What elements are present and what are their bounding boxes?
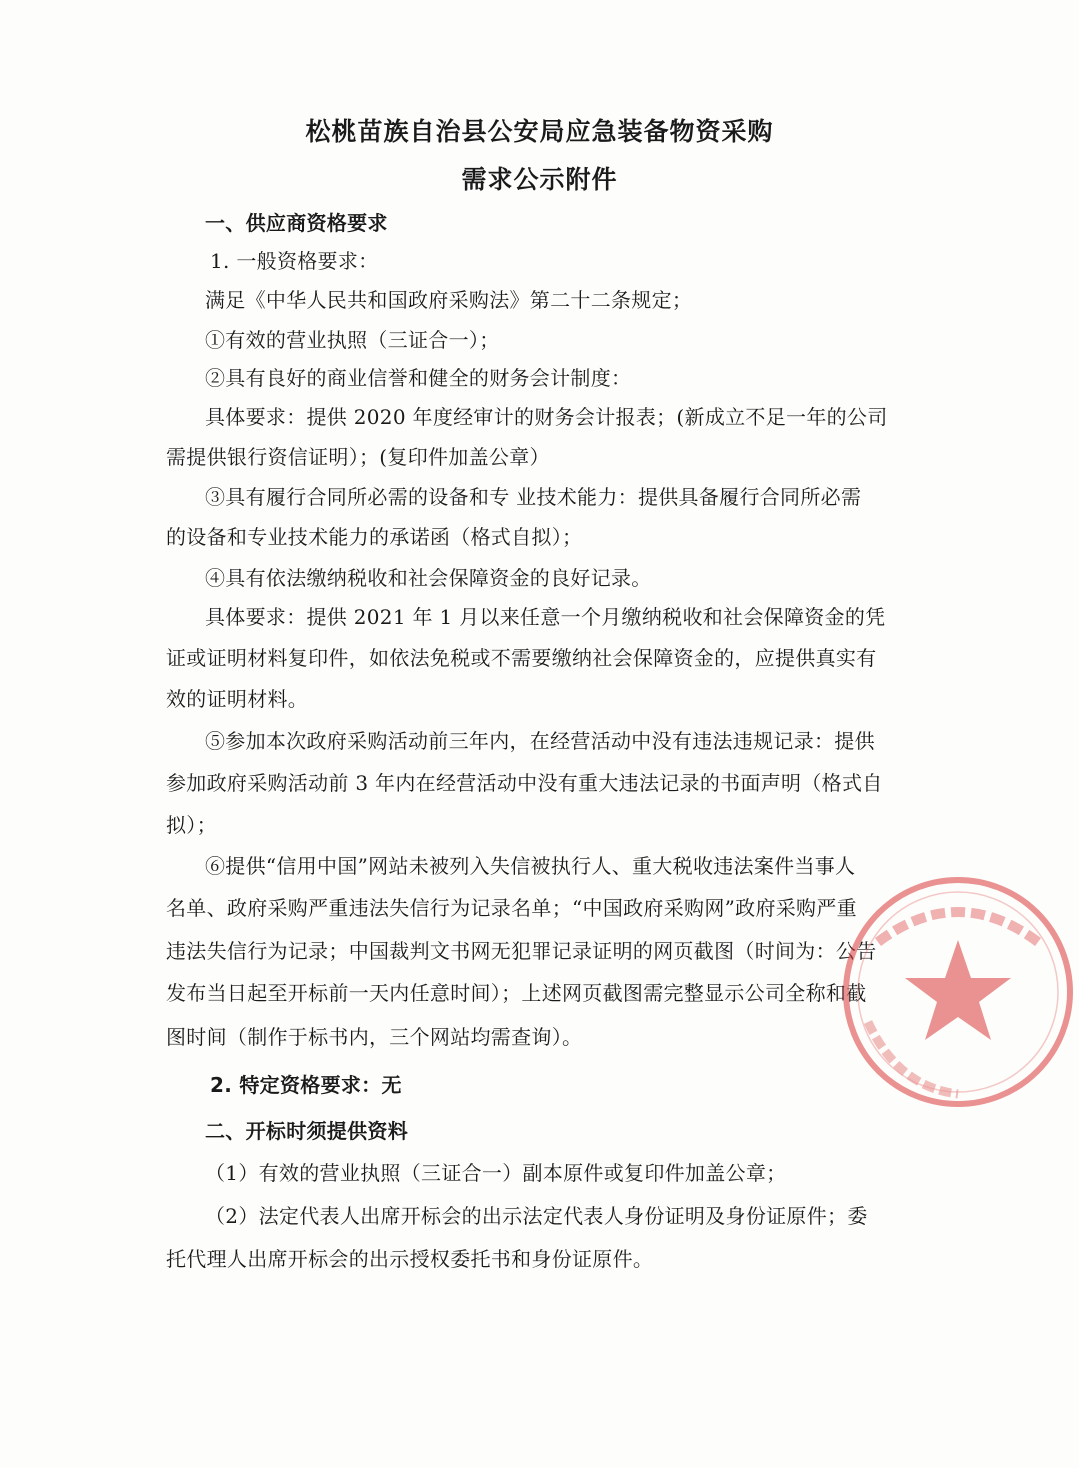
requirement-item6-line2: 名单、政府采购严重违法失信行为记录名单；“中国政府采购网”政府采购严重 bbox=[166, 896, 857, 920]
bid-document-item1: （1）有效的营业执照（三证合一）副本原件或复印件加盖公章； bbox=[205, 1161, 787, 1185]
requirement-item4-detail-line2: 证或证明材料复印件，如依法免税或不需要缴纳社会保障资金的，应提供真实有 bbox=[166, 646, 877, 670]
seal-arc-text-mark bbox=[878, 912, 1038, 942]
requirement-item4-detail-line1: 具体要求：提供 2021 年 1 月以来任意一个月缴纳税收和社会保障资金的凭 bbox=[205, 605, 886, 629]
requirement-item2: ②具有良好的商业信誉和健全的财务会计制度： bbox=[205, 366, 632, 390]
bid-document-item2-line1: （2）法定代表人出席开标会的出示法定代表人身份证明及身份证原件；委 bbox=[205, 1204, 868, 1228]
requirement-item6-line3: 违法失信行为记录；中国裁判文书网无犯罪记录证明的网页截图（时间为：公告 bbox=[166, 939, 877, 963]
requirement-item6-line4: 发布当日起至开标前一天内任意时间）；上述网页截图需完整显示公司全称和截 bbox=[166, 981, 867, 1005]
requirement-item5-line2: 参加政府采购活动前 3 年内在经营活动中没有重大违法记录的书面声明（格式自 bbox=[166, 771, 883, 795]
requirement-item5-line1: ⑤参加本次政府采购活动前三年内，在经营活动中没有违法违规记录：提供 bbox=[205, 729, 875, 753]
general-requirements-heading: 1. 一般资格要求： bbox=[210, 249, 379, 273]
requirement-item2-detail-line1: 具体要求：提供 2020 年度经审计的财务会计报表；(新成立不足一年的公司 bbox=[205, 405, 888, 429]
requirement-item4: ④具有依法缴纳税收和社会保障资金的良好记录。 bbox=[205, 566, 652, 590]
section1-heading: 一、供应商资格要求 bbox=[205, 211, 388, 235]
requirement-item6-line1: ⑥提供“信用中国”网站未被列入失信被执行人、重大税收违法案件当事人 bbox=[205, 854, 856, 878]
section2-heading: 二、开标时须提供资料 bbox=[205, 1119, 408, 1143]
requirement-item3-line2: 的设备和专业技术能力的承诺函（格式自拟）； bbox=[166, 525, 583, 549]
requirement-intro: 满足《中华人民共和国政府采购法》第二十二条规定； bbox=[205, 288, 693, 312]
requirement-item5-line3: 拟）； bbox=[166, 813, 217, 837]
requirement-item3-line1: ③具有履行合同所必需的设备和专 业技术能力：提供具备履行合同所必需 bbox=[205, 485, 862, 509]
requirement-item1: ①有效的营业执照（三证合一）； bbox=[205, 328, 500, 352]
seal-graphic bbox=[838, 872, 1078, 1112]
special-requirements: 2. 特定资格要求：无 bbox=[210, 1073, 402, 1097]
official-seal-stamp bbox=[838, 872, 1078, 1112]
requirement-item6-line5: 图时间（制作于标书内，三个网站均需查询）。 bbox=[166, 1025, 583, 1049]
bid-document-item2-line2: 托代理人出席开标会的出示授权委托书和身份证原件。 bbox=[166, 1247, 654, 1271]
requirement-item4-detail-line3: 效的证明材料。 bbox=[166, 687, 309, 711]
requirement-item2-detail-line2: 需提供银行资信证明）；(复印件加盖公章） bbox=[166, 445, 550, 469]
document-title-line2: 需求公示附件 bbox=[461, 165, 618, 194]
document-title-line1: 松桃苗族自治县公安局应急装备物资采购 bbox=[305, 117, 774, 146]
seal-arc-text-mark-lower bbox=[868, 1022, 958, 1094]
seal-star-icon bbox=[905, 940, 1011, 1040]
